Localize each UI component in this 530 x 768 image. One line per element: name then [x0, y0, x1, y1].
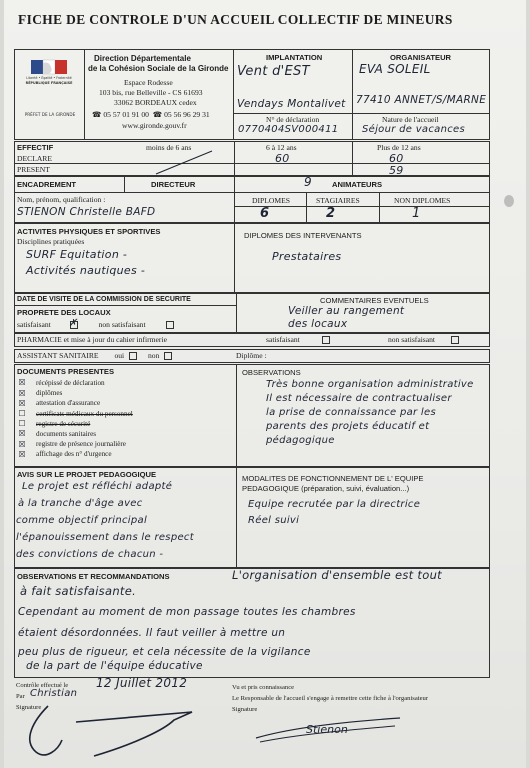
page-title: FICHE DE CONTROLE D'UN ACCUEIL COLLECTIF DE MINEURS: [18, 12, 453, 27]
document-item: [18, 419, 133, 429]
col-6-12: 6 à 12 ans: [266, 143, 297, 152]
controle-date: 12 Juillet 2012: [96, 676, 188, 690]
document-item-label: documents sanitaires: [36, 430, 97, 439]
recommandations-line: Cependant au moment de mon passage toutes les chambres: [18, 606, 356, 618]
document-item-label: affichage des n° d'urgence: [36, 450, 112, 459]
commentaires-line1: Veiller au rangement: [288, 305, 405, 317]
logo-republic: RÉPUBLIQUE FRANÇAISE: [25, 81, 73, 85]
documents-label: DOCUMENTS PRESENTES: [17, 367, 115, 376]
checked-mark-icon: ✗: [68, 318, 78, 330]
declare-6-12-value: 60: [275, 152, 290, 165]
commentaires-line2: des locaux: [288, 318, 348, 330]
implantation-place: Vendays Montalivet: [237, 98, 346, 110]
document-item-label: registre de présence journalière: [36, 440, 126, 449]
recommandations-line: de la part de l'équipe éducative: [26, 660, 203, 672]
recommandations-label: OBSERVATIONS ET RECOMMANDATIONS: [17, 572, 170, 581]
organisateur-label: ORGANISATEUR: [390, 53, 452, 62]
recommandations-line: peu plus de rigueur, et cela nécessite de la vigilance: [18, 646, 311, 658]
observations-label: OBSERVATIONS: [242, 368, 301, 377]
modalites-label2: PEDAGOGIQUE (préparation, suivi, évaluation...): [242, 484, 410, 493]
unchecked-box-icon[interactable]: ☐: [18, 408, 26, 418]
animateurs-count: 9: [304, 175, 312, 189]
phone-number: 05 57 01 91 00: [103, 110, 149, 119]
direction-line2: de la Cohésion Sociale de la Gironde: [88, 64, 229, 73]
responsable-signature-text: Stienon: [306, 723, 348, 736]
name-label: Nom, prénom, qualification :: [17, 195, 106, 204]
controller-signature: [14, 700, 204, 768]
document-item-label: attestation d'assurance: [36, 399, 101, 408]
document-item: [18, 398, 133, 408]
fax-icon: ☎: [152, 110, 163, 119]
document-item: [18, 388, 133, 398]
nature-label: Nature de l'accueil: [382, 115, 439, 124]
modalites-line1: Equipe recrutée par la directrice: [248, 499, 421, 510]
pharmacie-non-satisfaisant-label: non satisfaisant: [388, 335, 436, 344]
punch-hole: [504, 195, 514, 207]
observations-line: la prise de connaissance par les: [266, 407, 436, 418]
modalites-label1: MODALITES DE FONCTIONNEMENT DE L' EQUIPE: [242, 474, 424, 483]
proprete-label: PROPRETE DES LOCAUX: [17, 308, 111, 317]
stagiaires-label: STAGIAIRES: [316, 196, 360, 205]
implantation-name: Vent d'EST: [237, 64, 310, 79]
assistant-non-checkbox[interactable]: [164, 352, 172, 360]
pharmacie-non-satisfaisant-checkbox[interactable]: [451, 336, 459, 344]
document-item: [18, 449, 133, 459]
animateurs-label: ANIMATEURS: [332, 180, 383, 189]
col-under-6: moins de 6 ans: [146, 143, 192, 152]
par-value: Christian: [30, 688, 78, 699]
proprete-satisfaisant-checkbox[interactable]: [68, 318, 78, 330]
signature-label-right: Signature: [232, 706, 258, 713]
republic-logo: [19, 54, 81, 124]
activites-line1: SURF Equitation -: [26, 248, 128, 261]
par-label: Par: [16, 693, 25, 700]
implantation-label: IMPLANTATION: [266, 53, 323, 62]
pharmacie-non-satisfaisant: [388, 335, 462, 344]
document-item: [18, 429, 133, 439]
checked-box-icon[interactable]: ☒: [18, 388, 26, 398]
proprete-non-satisfaisant-checkbox[interactable]: [166, 321, 174, 329]
logo-prefect: PRÉFET DE LA GIRONDE: [24, 112, 76, 117]
nature-value: Séjour de vacances: [362, 124, 465, 135]
controle-label: Contrôle effectué le: [16, 682, 69, 689]
disciplines-label: Disciplines pratiquées: [17, 237, 85, 246]
document-item-label: récépissé de déclaration: [36, 379, 105, 387]
assistant-label: ASSISTANT SANITAIRE: [17, 351, 99, 360]
commentaires-label: COMMENTAIRES EVENTUELS: [320, 296, 429, 305]
avis-label: AVIS SUR LE PROJET PEDAGOGIQUE: [17, 470, 157, 479]
non-diplomes-value: 1: [412, 206, 421, 221]
intervenants-value: Prestataires: [272, 250, 342, 263]
assistant-oui-checkbox[interactable]: [129, 352, 137, 360]
modalites-line2: Réel suivi: [248, 515, 300, 526]
pharmacie-satisfaisant: [266, 335, 333, 344]
fax-number: 05 56 96 29 31: [164, 110, 210, 119]
col-over-12: Plus de 12 ans: [377, 143, 421, 152]
declaration-value: 0770404SV000411: [238, 124, 339, 135]
proprete-non-satisfaisant-label: non satisfaisant: [98, 320, 146, 329]
observations-line: Il est nécessaire de contractualiser: [266, 393, 452, 404]
city: 33062 BORDEAUX cedex: [114, 98, 197, 107]
cross-out-stroke: [154, 148, 214, 176]
unchecked-box-icon[interactable]: ☐: [18, 419, 26, 429]
logo-motto: Liberté • Égalité • Fraternité: [26, 76, 72, 80]
checked-box-icon[interactable]: ☒: [18, 439, 26, 449]
documents-list: [18, 378, 133, 460]
checked-box-icon[interactable]: ☒: [18, 378, 26, 388]
pharmacie-satisfaisant-label: satisfaisant: [266, 335, 300, 344]
declaration-label: N° de déclaration: [266, 115, 320, 124]
visite-label: DATE DE VISITE DE LA COMMISSION DE SECURITE: [17, 296, 191, 303]
diplome-label: Diplôme :: [236, 351, 267, 360]
recommandations-line: à fait satisfaisante.: [20, 584, 137, 598]
observations-line: pédagogique: [266, 435, 335, 446]
recommandations-line: L'organisation d'ensemble est tout: [232, 568, 442, 582]
encadrement-label: ENCADREMENT: [17, 180, 77, 189]
avis-line: l'épanouissement dans le respect: [16, 532, 194, 543]
intervenants-label: DIPLOMES DES INTERVENANTS: [244, 231, 362, 240]
present-label: PRESENT: [17, 165, 50, 174]
effectif-label: EFFECTIF: [17, 143, 54, 152]
assistant-row: [17, 351, 175, 360]
recommandations-line: étaient désordonnées. Il faut veiller à mettre un: [18, 627, 286, 639]
diplomes-label: DIPLOMES: [252, 196, 290, 205]
pharmacie-satisfaisant-checkbox[interactable]: [322, 336, 330, 344]
checked-box-icon[interactable]: ☒: [18, 429, 26, 439]
organisateur-place: 77410 ANNET/S/MARNE: [356, 94, 487, 106]
document-item-label: certificats médicaux du personnel: [36, 409, 133, 418]
direction-line1: Direction Départementale: [94, 54, 191, 63]
observations-line: parents des projets éducatif et: [266, 421, 430, 432]
assistant-non-label: non: [147, 351, 160, 360]
form-page: [4, 0, 526, 768]
checked-box-icon[interactable]: ☒: [18, 398, 26, 408]
pharmacie-label: PHARMACIE et mise à jour du cahier infirmerie: [17, 335, 167, 344]
diplomes-value: 6: [260, 206, 270, 221]
document-item: [18, 378, 133, 388]
declare-label: DECLARE: [17, 154, 53, 163]
responsable-signature: [250, 708, 410, 748]
document-item: [18, 409, 133, 419]
stagiaires-value: 2: [326, 206, 336, 221]
address: 103 bis, rue Belleville - CS 61693: [99, 88, 203, 97]
proprete-satisfaisant-label: satisfaisant: [17, 320, 51, 329]
assistant-oui-label: oui: [114, 351, 125, 360]
document-item-label: registre de sécurité: [36, 419, 91, 428]
avis-line: des convictions de chacun -: [16, 549, 164, 560]
phone-line: [92, 110, 210, 119]
proprete-options: [17, 320, 177, 329]
phone-icon: ☎: [92, 110, 102, 119]
avis-line: Le projet est réfléchi adapté: [22, 481, 173, 492]
building-name: Espace Rodesse: [124, 78, 173, 87]
checked-box-icon[interactable]: ☒: [18, 449, 26, 459]
present-over-12-value: 59: [389, 164, 404, 177]
website: www.gironde.gouv.fr: [122, 121, 187, 130]
avis-line: comme objectif principal: [16, 515, 148, 526]
directeur-label: DIRECTEUR: [151, 180, 196, 189]
observations-line: Très bonne organisation administrative: [266, 379, 474, 390]
signature-label: Signature: [16, 704, 42, 711]
organisateur-name: EVA SOLEIL: [359, 62, 431, 76]
responsable-label: Le Responsable de l'accueil s'engage à remettre cette fiche à l'organisateur: [232, 695, 429, 702]
activites-label: ACTIVITES PHYSIQUES ET SPORTIVES: [17, 227, 161, 236]
activites-line2: Activités nautiques -: [26, 264, 146, 277]
document-item-label: diplômes: [36, 389, 63, 398]
non-diplomes-label: NON DIPLOMES: [394, 196, 451, 205]
avis-line: à la tranche d'âge avec: [18, 498, 143, 509]
document-item: [18, 439, 133, 449]
director-name: STIENON Christelle BAFD: [17, 206, 156, 218]
vu-label: Vu et pris connaissance: [232, 684, 295, 691]
declare-over-12-value: 60: [389, 152, 404, 165]
